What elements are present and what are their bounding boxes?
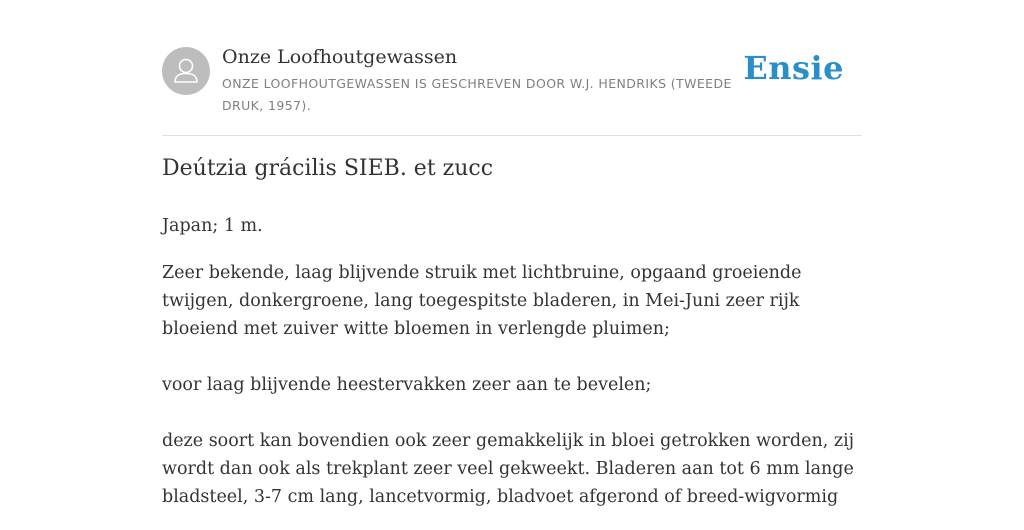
source-description: ONZE LOOFHOUTGEWASSEN IS GESCHREVEN DOOR W.J. HENDRIKS (TWEEDE DRUK, 1957). xyxy=(222,76,732,113)
user-avatar-icon xyxy=(162,47,210,95)
entry-paragraph: deze soort kan bovendien ook zeer gemakkelijk in bloei getrokken worden, zij wordt dan ook als trekplant zeer veel gekweekt. Bladeren aan tot 6 mm lange bladsteel, 3-7 cm lang, lancetvormig, bladvoet afgerond of breed-wigvormig xyxy=(162,431,855,507)
entry-paragraph: Japan; 1 m. xyxy=(162,216,263,236)
brand-logo[interactable]: Ensie xyxy=(743,49,844,87)
entry-paragraph: Zeer bekende, laag blijvende struik met lichtbruine, opgaand groeiende twijgen, donkergroene, lang toegespitste bladeren, in Mei-Juni zeer rijk bloeiend met zuiver witte bloemen in verlengde pluimen; xyxy=(162,263,802,339)
header-divider xyxy=(162,135,862,136)
entry-body xyxy=(162,212,862,530)
entry-paragraph: voor laag blijvende heestervakken zeer aan te bevelen; xyxy=(162,375,652,395)
entry-title: Deútzia grácilis SIEB. et zucc xyxy=(162,156,494,181)
source-title[interactable]: Onze Loofhoutgewassen xyxy=(222,46,458,68)
